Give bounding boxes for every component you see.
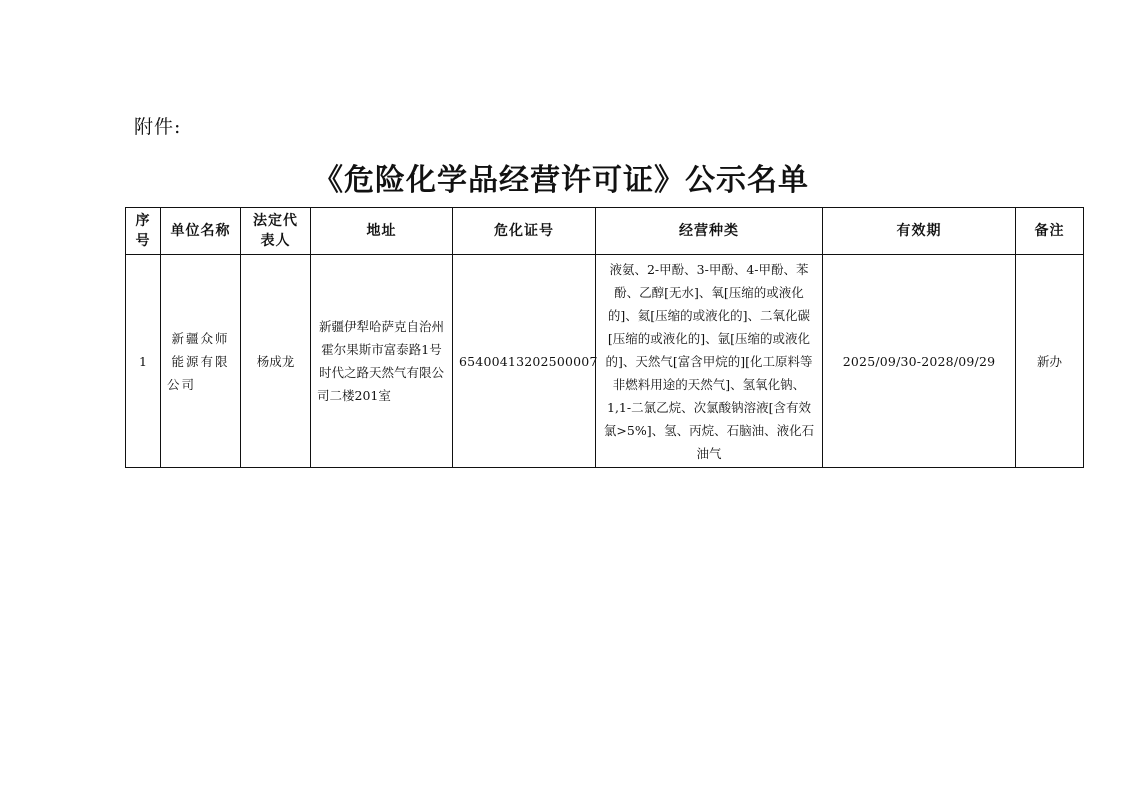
table-row	[126, 255, 1084, 468]
cell-business-scope: 液氨、2-甲酚、3-甲酚、4-甲酚、苯酚、乙醇[无水]、氧[压缩的或液化的]、氦[压缩的或液化的]、二氧化碳[压缩的或液化的]、氩[压缩的或液化的]、天然气[富含甲烷的][化工原料等非燃料用途的天然气]、氢氧化钠、1,1-二氯乙烷、次氯酸钠溶液[含有效氯>5%]、氢、丙烷、石脑油、液化石油气	[596, 255, 823, 468]
header-representative: 法定代表人	[241, 208, 311, 255]
cell-remark: 新办	[1016, 255, 1084, 468]
table-header-row	[126, 208, 1084, 255]
cell-index: 1	[126, 255, 161, 468]
document-title: 《危险化学品经营许可证》公示名单	[313, 163, 809, 198]
header-remark: 备注	[1016, 208, 1084, 255]
header-license-no: 危化证号	[453, 208, 596, 255]
header-business-scope: 经营种类	[596, 208, 823, 255]
cell-license-no: 65400413202500007	[453, 255, 596, 468]
header-address: 地址	[311, 208, 453, 255]
license-roster-table	[125, 207, 1084, 468]
cell-validity: 2025/09/30-2028/09/29	[823, 255, 1016, 468]
header-index: 序号	[126, 208, 161, 255]
header-company: 单位名称	[161, 208, 241, 255]
cell-address: 新疆伊犁哈萨克自治州霍尔果斯市富泰路1号时代之路天然气有限公司二楼201室	[311, 255, 453, 468]
cell-representative: 杨成龙	[241, 255, 311, 468]
header-validity: 有效期	[823, 208, 1016, 255]
attachment-label: 附件:	[134, 116, 182, 138]
cell-company: 新疆众师能源有限公司	[161, 255, 241, 468]
